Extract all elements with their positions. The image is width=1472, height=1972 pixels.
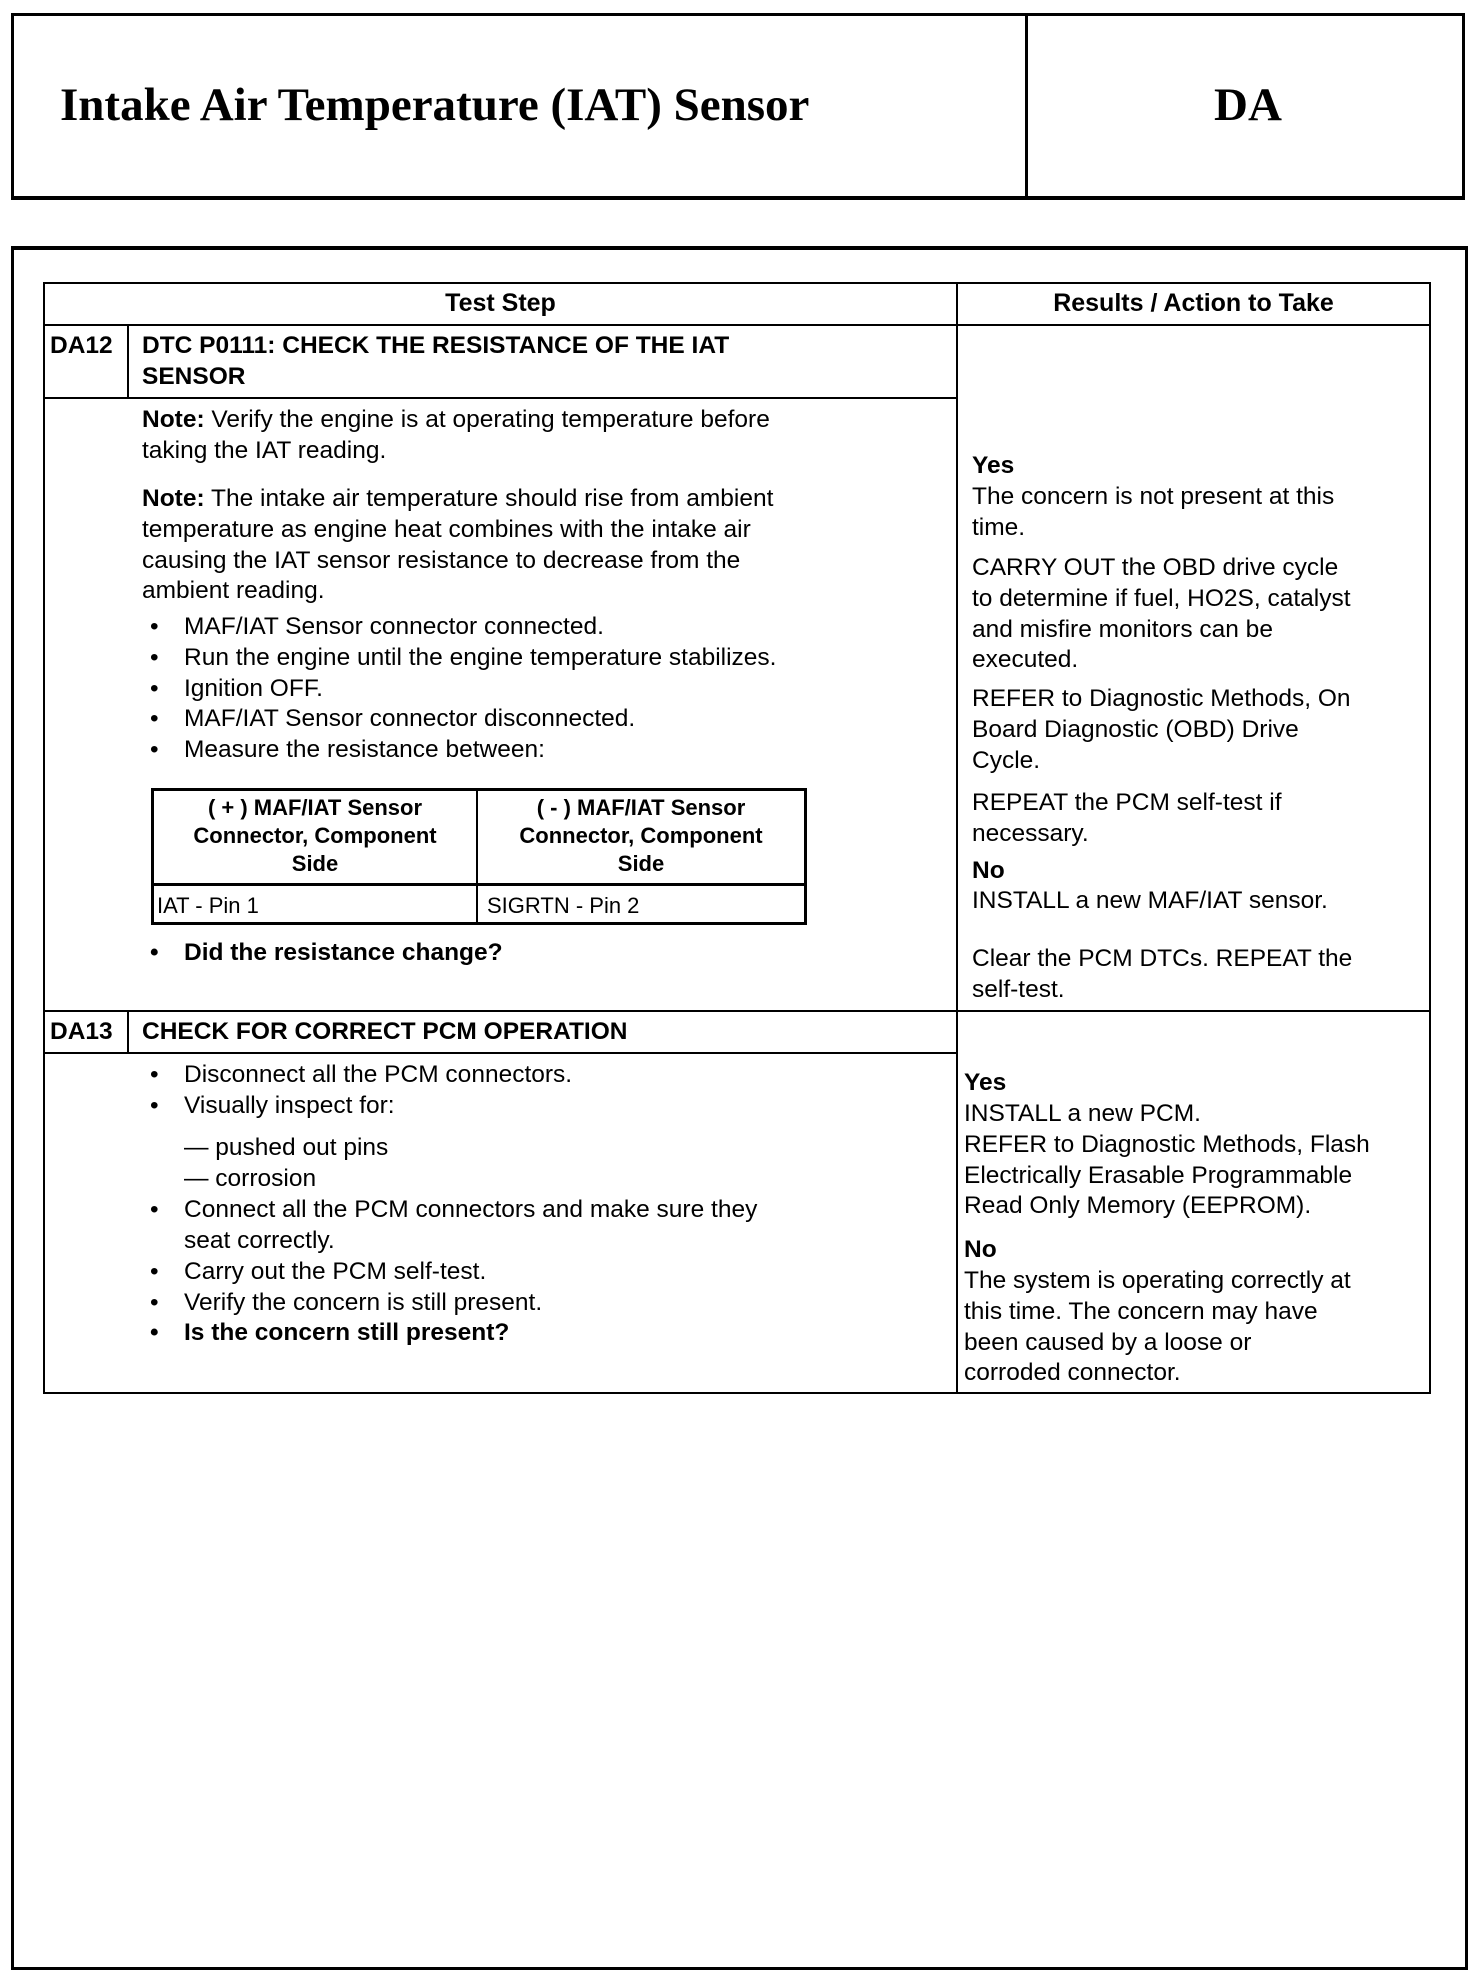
note-label: Note: [142, 485, 205, 512]
pin-table-cell-positive: IAT - Pin 1 [157, 893, 259, 918]
bullet-text: • MAF/IAT Sensor connector connected. [184, 613, 604, 640]
question-text: • Did the resistance change? [184, 939, 503, 966]
yes-paragraph: INSTALL a new PCM. REFER to Diagnostic Methods, Flash Electrically Erasable Programmable Read Only Memory (EEPROM). [964, 1100, 1370, 1220]
no-paragraph: Clear the PCM DTCs. REPEAT the self-test. [972, 945, 1353, 1003]
bullet-text: • Ignition OFF. [184, 675, 323, 702]
bullet-item [150, 1195, 757, 1257]
no-paragraph: INSTALL a new MAF/IAT sensor. [972, 887, 1328, 914]
question-text: • Is the concern still present? [184, 1319, 510, 1346]
sub-item: — corrosion [184, 1165, 317, 1192]
bullet-text: • Visually inspect for: [184, 1092, 395, 1119]
step-title-da13: CHECK FOR CORRECT PCM OPERATION [142, 1018, 628, 1045]
bullet-item [150, 1091, 395, 1122]
pin-table-cell-negative: SIGRTN - Pin 2 [487, 893, 640, 918]
column-header-results: Results / Action to Take [1053, 289, 1334, 317]
no-label: No [972, 857, 1005, 884]
da13-id-divider [127, 1011, 129, 1053]
bullet-item [150, 1288, 542, 1319]
bullet-item [150, 674, 323, 705]
yes-paragraph: The concern is not present at this time. [972, 483, 1335, 541]
da12-title-border [43, 397, 957, 399]
bullet-text: • Run the engine until the engine temperature stabilizes. [184, 644, 777, 671]
da13-title-border [43, 1052, 957, 1054]
step-id-da12: DA12 [50, 332, 113, 359]
note-1 [142, 405, 770, 467]
note-text: The intake air temperature should rise from ambient temperature as engine heat combines with the intake air causing the IAT sensor resistance to decrease from the ambient reading. [142, 485, 774, 605]
column-divider [956, 282, 958, 1394]
yes-paragraph: REFER to Diagnostic Methods, On Board Diagnostic (OBD) Drive Cycle. [972, 685, 1351, 774]
table-top-border [43, 282, 1431, 284]
bullet-item [150, 1060, 572, 1091]
bullet-item [150, 735, 545, 766]
pin-table-header-border [151, 883, 807, 886]
yes-paragraph: REPEAT the PCM self-test if necessary. [972, 789, 1282, 847]
da12-id-divider [127, 325, 129, 398]
table-bottom-border [43, 1392, 1431, 1394]
no-paragraph: The system is operating correctly at this time. The concern may have been caused by a loose or corroded connector. [964, 1267, 1351, 1387]
da12-bottom-border [43, 1010, 1431, 1012]
sub-item: — pushed out pins [184, 1134, 389, 1161]
table-right-border [1429, 282, 1431, 1394]
bullet-item [150, 643, 776, 674]
yes-label: Yes [972, 452, 1015, 479]
page-title: Intake Air Temperature (IAT) Sensor [60, 79, 810, 131]
bullet-text: • Measure the resistance between: [184, 736, 545, 763]
pin-table-header-negative: ( - ) MAF/IAT Sensor Connector, Component Side [519, 795, 763, 876]
section-code: DA [1214, 79, 1282, 131]
bullet-text: • Carry out the PCM self-test. [184, 1258, 487, 1285]
table-left-border [43, 282, 45, 1394]
question-item [150, 938, 503, 969]
question-item [150, 1318, 509, 1349]
step-title-da12: DTC P0111: CHECK THE RESISTANCE OF THE IAT SENSOR [142, 332, 730, 390]
yes-label: Yes [964, 1069, 1007, 1096]
bullet-text: • MAF/IAT Sensor connector disconnected. [184, 705, 636, 732]
yes-paragraph: CARRY OUT the OBD drive cycle to determine if fuel, HO2S, catalyst and misfire monitors can be executed. [972, 554, 1351, 674]
bullet-item [150, 612, 604, 643]
bullet-item [150, 1257, 486, 1288]
note-label: Note: [142, 406, 205, 433]
bullet-text: • Connect all the PCM connectors and make sure they seat correctly. [184, 1196, 758, 1254]
bullet-text: • Verify the concern is still present. [184, 1289, 543, 1316]
column-header-test-step: Test Step [445, 289, 556, 317]
note-2 [142, 484, 773, 607]
header-row-border [43, 324, 1431, 326]
bullet-text: • Disconnect all the PCM connectors. [184, 1061, 573, 1088]
no-label: No [964, 1236, 997, 1263]
pin-table-header-positive: ( + ) MAF/IAT Sensor Connector, Component Side [193, 795, 437, 876]
step-id-da13: DA13 [50, 1018, 113, 1045]
bullet-item [150, 704, 635, 735]
note-text: Verify the engine is at operating temperature before taking the IAT reading. [142, 406, 770, 464]
